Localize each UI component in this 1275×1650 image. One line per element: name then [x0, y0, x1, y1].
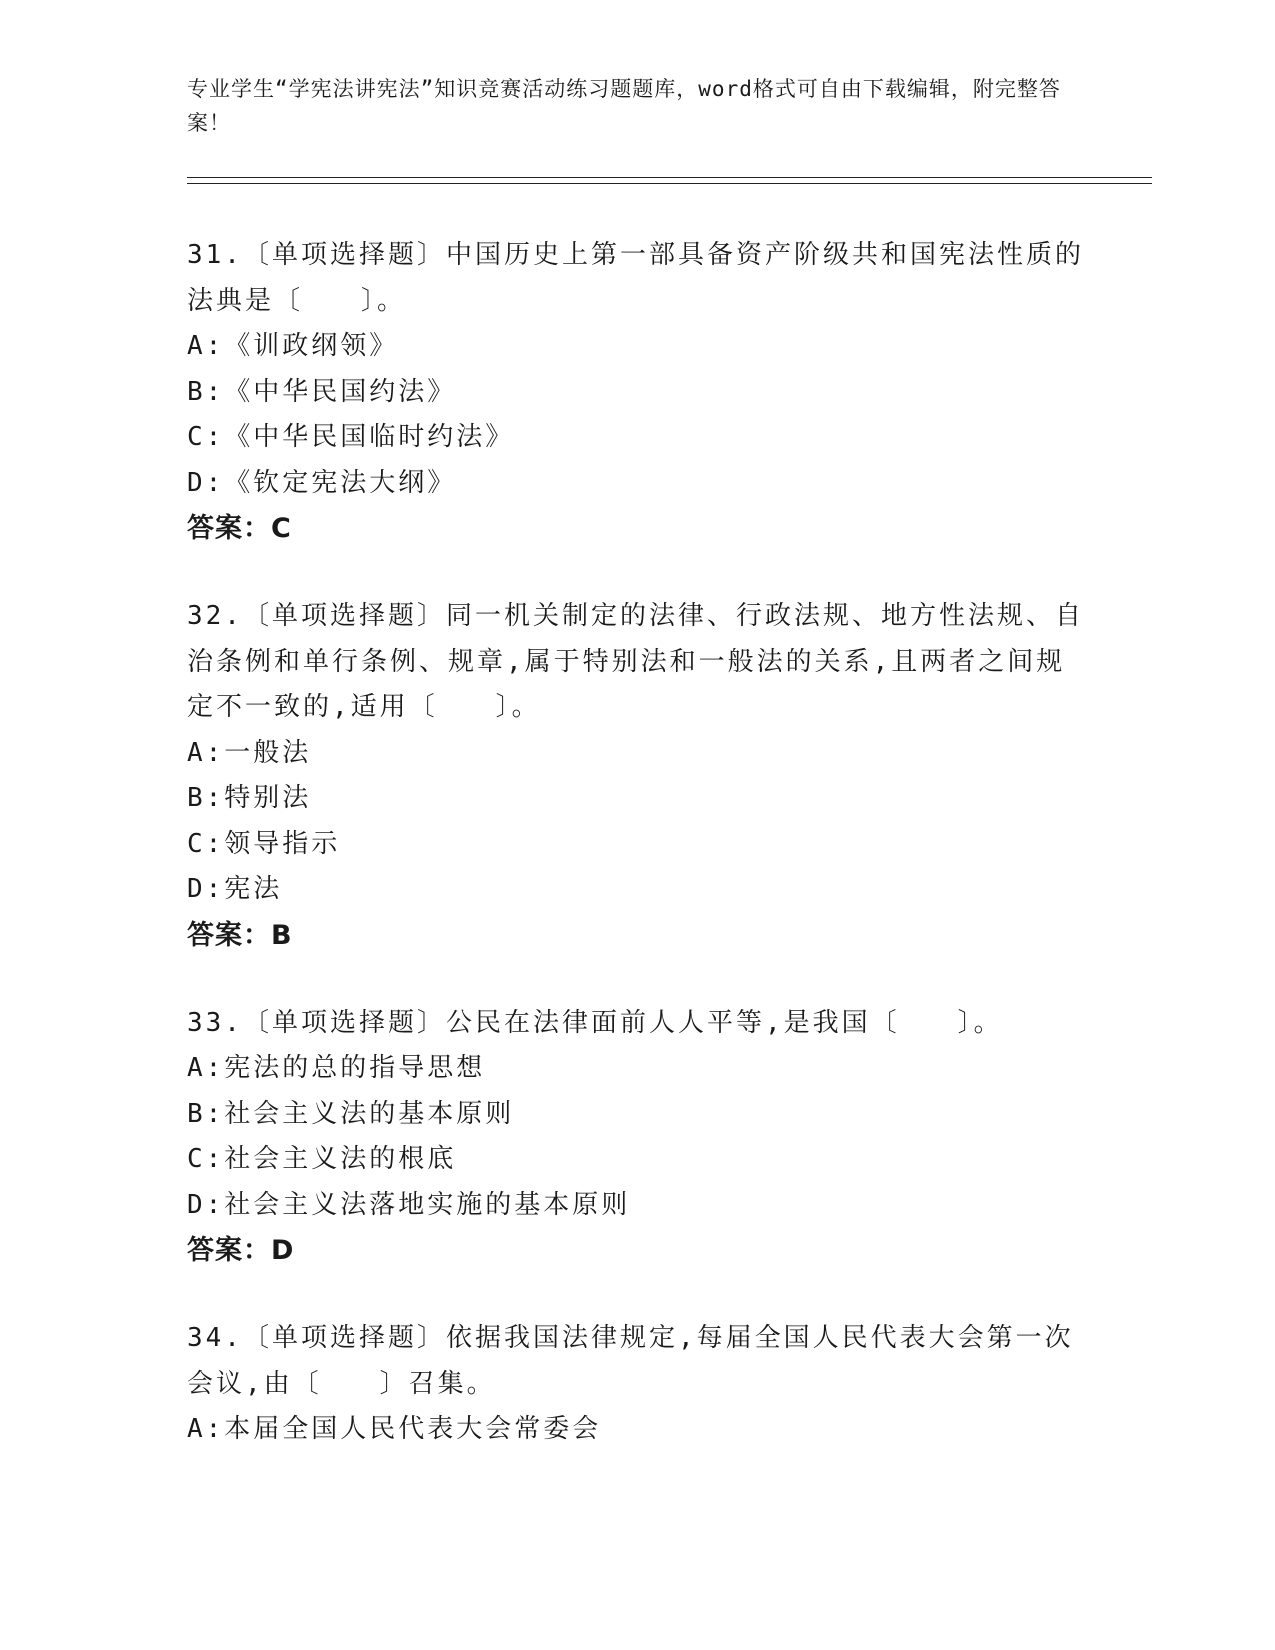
question-stem: 31.〔单项选择题〕中国历史上第一部具备资产阶级共和国宪法性质的法典是〔 〕。 [187, 240, 1084, 316]
question-32 [187, 594, 1087, 959]
option-d: D:《钦定宪法大纲》 [187, 467, 457, 498]
question-34 [187, 1316, 1087, 1453]
question-33 [187, 1001, 1087, 1275]
option-a: A:本届全国人民代表大会常委会 [187, 1414, 602, 1444]
header-divider-top [187, 177, 1152, 178]
question-31 [187, 233, 1087, 552]
question-stem: 32.〔单项选择题〕同一机关制定的法律、行政法规、地方性法规、自治条例和单行条例、规章,属于特别法和一般法的关系,且两者之间规定不一致的,适用〔 〕。 [187, 601, 1084, 722]
option-d: D:宪法 [187, 874, 283, 904]
option-b: B:特别法 [187, 783, 312, 813]
question-stem: 33.〔单项选择题〕公民在法律面前人人平等,是我国〔 〕。 [187, 1007, 1003, 1038]
answer-label: 答案：B [187, 919, 293, 951]
option-c: C:《中华民国临时约法》 [187, 422, 515, 452]
question-stem: 34.〔单项选择题〕依据我国法律规定,每届全国人民代表大会第一次会议,由〔 〕召集。 [187, 1323, 1074, 1399]
option-a: A:一般法 [187, 737, 312, 768]
option-c: C:领导指示 [187, 828, 341, 859]
question-list [187, 233, 1087, 1495]
option-b: B:社会主义法的基本原则 [187, 1098, 515, 1129]
header-title: 专业学生“学宪法讲宪法”知识竞赛活动练习题题库，word格式可自由下载编辑，附完整答案！ [187, 77, 1061, 135]
option-c: C:社会主义法的根底 [187, 1144, 457, 1174]
option-b: B:《中华民国约法》 [187, 376, 457, 407]
header-divider-bottom [187, 183, 1152, 184]
option-d: D:社会主义法落地实施的基本原则 [187, 1189, 631, 1220]
option-a: A:《训政纲领》 [187, 331, 399, 361]
answer-label: 答案：D [187, 1235, 295, 1266]
document-header [187, 72, 1067, 140]
option-a: A:宪法的总的指导思想 [187, 1053, 486, 1083]
answer-label: 答案：C [187, 513, 292, 544]
